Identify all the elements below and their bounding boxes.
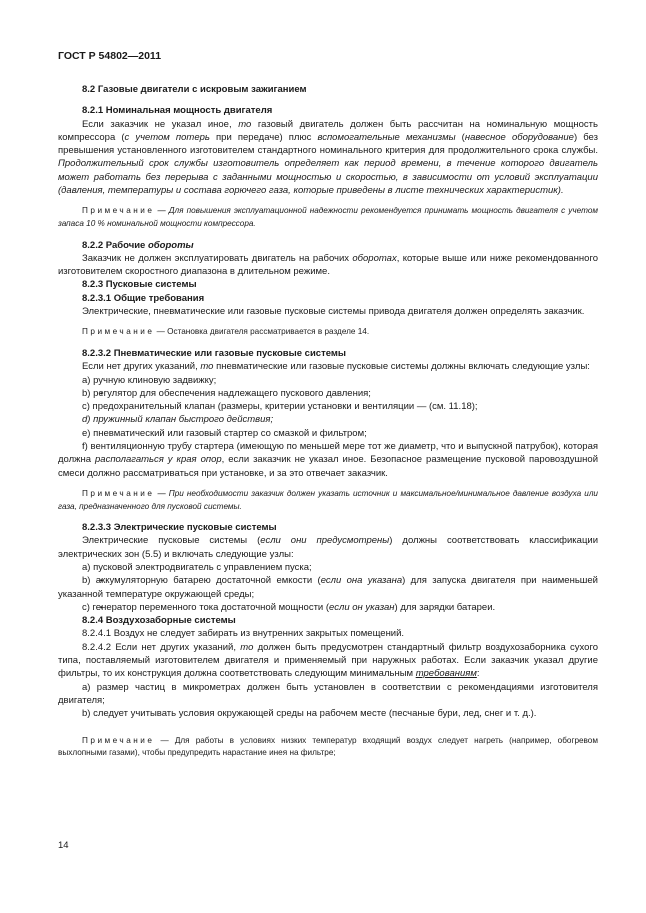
- page-number: 14: [58, 840, 69, 851]
- section-8-2-4-2-text: 8.2.4.2 Если нет других указаний, то должен быть предусмотрен стандартный фильтр воздухозаборника сухого типа, поставляемый изготовителем двигателя и применяемый при наружных работах. Если заказчик указал другие фильтры, то их конструкция должна соответствовать следующим минимальным требованиям:: [58, 641, 598, 680]
- document-page: [58, 50, 598, 760]
- list-item: а) пусковой электродвигатель с управлением пуска;: [82, 561, 312, 573]
- list-item: • b) регулятор для обеспечения надлежащего пускового давления;: [58, 387, 598, 400]
- section-8-2-3-3-title: 8.2.3.3 Электрические пусковые системы: [82, 522, 277, 534]
- note-4: Примечание — Для работы в условиях низких температур входящий воздух следует нагреть (например, обогревом выхлопными газами), чтобы предупредить нарастание инея на фильтре;: [58, 735, 598, 758]
- note-1: Примечание — Для повышения эксплуатационной надежности рекомендуется принимать мощность двигателя с учетом запаса 10 % номинальной мощности компрессора.: [58, 206, 598, 228]
- list-item: а) ручную клиновую задвижку;: [82, 374, 217, 386]
- section-8-2-1-text: Если заказчик не указал иное, то газовый двигатель должен быть рассчитан на номинальную мощность компрессора (с учетом потерь при передаче) плюс вспомогательные механизмы (навесное оборудование) без превышения установленного изготовителем стандартного номинального критерия для продолжительного срока службы. Продолжительный срок службы изготовитель определяет как период времени, в течение которого двигатель может работать без перерыва с заданными мощностью и скоростью, в зависимости от условий эксплуатации (давления, температуры и состава горючего газа, которые приведены в листе технических характеристик).: [58, 118, 598, 197]
- note-2: Примечание — Остановка двигателя рассматривается в разделе 14.: [82, 327, 370, 337]
- section-8-2-4-title: 8.2.4 Воздухозаборные системы: [82, 615, 236, 627]
- section-8-2-3-2-text: Если нет других указаний, то пневматические или газовые пусковые системы должны включать следующие узлы:: [82, 361, 590, 373]
- list-item: • c) генератор переменного тока достаточной мощности (если он указан) для зарядки батареи.: [58, 601, 598, 614]
- section-8-2-2-title: 8.2.2 Рабочие обороты: [82, 239, 194, 251]
- list-item: • b) аккумуляторную батарею достаточной емкости (если она указана) для запуска двигателя при наименьшей указанной температуре окружающей среды;: [58, 574, 598, 601]
- list-item: e) пневматический или газовый стартер со смазкой и фильтром;: [82, 427, 367, 439]
- list-item: b) следует учитывать условия окружающей среды на рабочем месте (песчаные бури, лед, снег и т. д.).: [82, 708, 537, 720]
- section-8-2-4-1-text: 8.2.4.1 Воздух не следует забирать из внутренних закрытых помещений.: [82, 628, 405, 640]
- section-8-2-3-2-title: 8.2.3.2 Пневматические или газовые пусковые системы: [82, 347, 347, 359]
- section-8-2-2-text: Заказчик не должен эксплуатировать двигатель на рабочих оборотах, которые выше или ниже рекомендованного изготовителем скоростного диапазона в длительном режиме.: [58, 252, 598, 278]
- list-item: а) размер частиц в микрометрах должен быть установлен в соответствии с рекомендациями изготовителя двигателя;: [58, 681, 598, 706]
- list-item: d) пружинный клапан быстрого действия;: [82, 414, 274, 426]
- electric-items-list: [58, 561, 598, 614]
- note-3: Примечание — При необходимости заказчик должен указать источник и максимальное/минимальное давление воздуха или газа, предназначенного для пусковой системы.: [58, 488, 598, 511]
- list-item: c) предохранительный клапан (размеры, критерии установки и вентиляции — (см. 11.18);: [82, 401, 478, 413]
- section-8-2-3-3-text: Электрические пусковые системы (если они предусмотрены) должны соответствовать классификации электрических зон (5.5) и включать следующие узлы:: [58, 535, 598, 560]
- document-header: ГОСТ Р 54802—2011: [58, 50, 162, 62]
- section-8-2-1-title: 8.2.1 Номинальная мощность двигателя: [82, 105, 273, 117]
- section-8-2-3-1-text: Электрические, пневматические или газовые пусковые системы привода двигателя должен определять заказчик.: [82, 306, 585, 318]
- pneumatic-items-list: [58, 374, 598, 480]
- section-8-2-title: 8.2 Газовые двигатели с искровым зажиганием: [82, 84, 307, 95]
- list-item: f) вентиляционную трубу стартера (имеющую по меньшей мере тот же диаметр, что и выпускной патрубок), которая должна располагаться у края опор, если заказчик не указал иное. Безопасное размещение пусковой паровоздушной смеси должно рассматриваться при установке, и за это отвечает заказчик.: [58, 441, 599, 479]
- section-8-2-3-1-title: 8.2.3.1 Общие требования: [82, 292, 205, 304]
- section-8-2-3-title: 8.2.3 Пусковые системы: [82, 279, 197, 291]
- filter-requirements-list: [58, 681, 598, 721]
